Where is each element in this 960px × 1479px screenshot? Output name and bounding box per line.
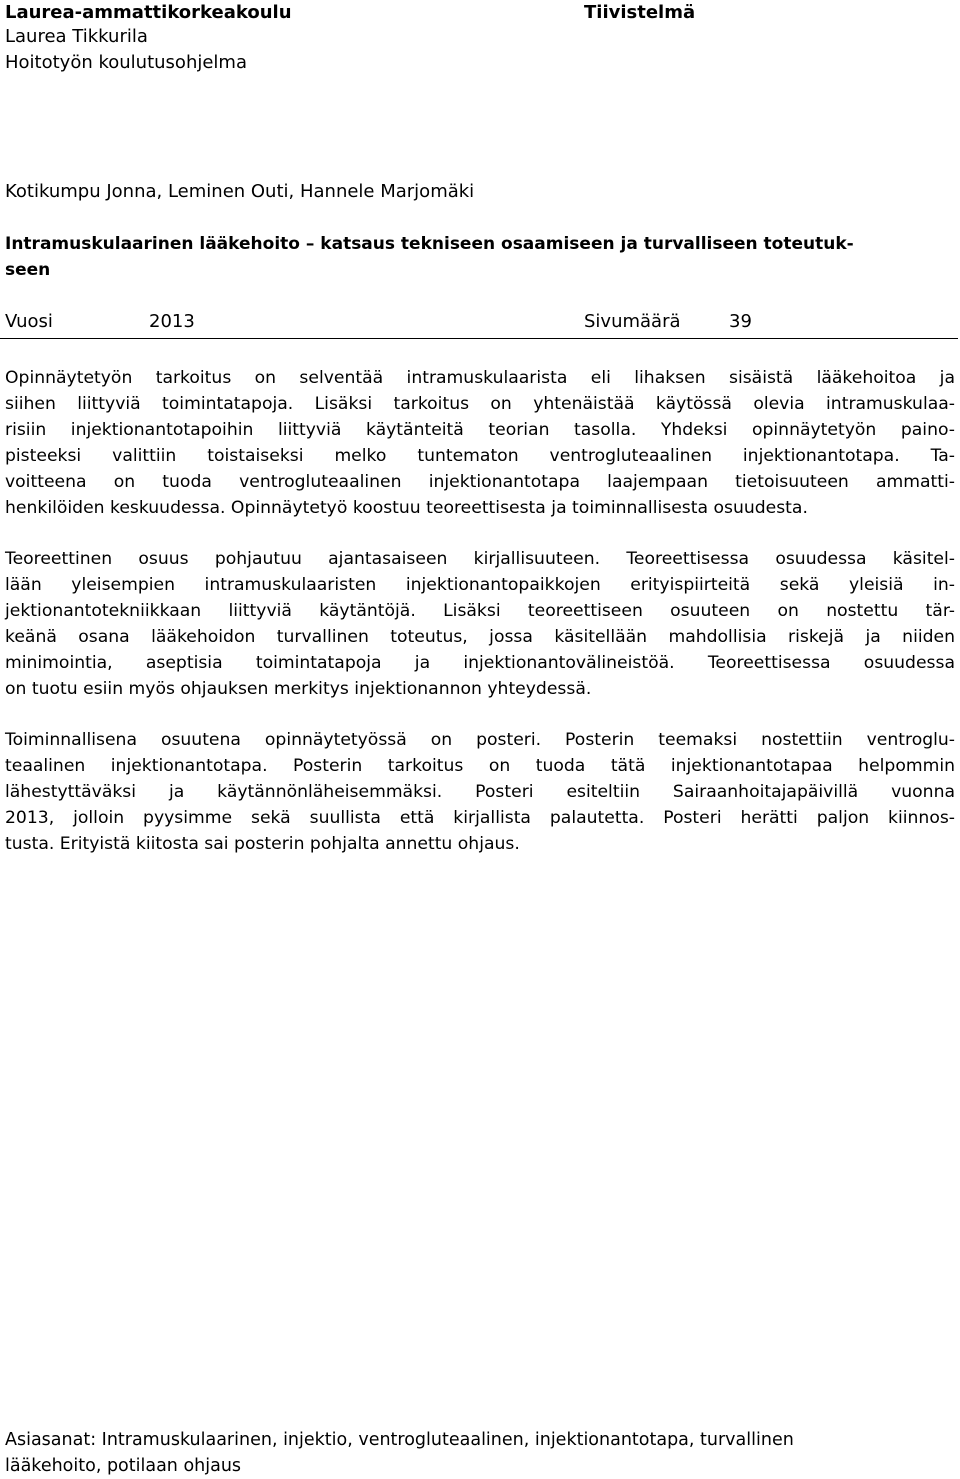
paragraph-line: lään yleisempien intramuskulaaristen injektionantopaikkojen erityispiirteitä sekä yleisiä in- xyxy=(5,575,955,595)
program-name: Hoitotyön koulutusohjelma xyxy=(5,52,247,73)
divider-line xyxy=(0,338,958,339)
paragraph-line: risiin injektionantotapoihin liittyviä käytänteitä teorian tasolla. Yhdeksi opinnäytetyön paino- xyxy=(5,420,955,440)
pages-label: Sivumäärä xyxy=(584,311,681,332)
paragraph-line: tusta. Erityistä kiitosta sai posterin pohjalta annettu ohjaus. xyxy=(5,834,520,854)
pages-value: 39 xyxy=(729,311,752,332)
paragraph-line: on tuotu esiin myös ohjauksen merkitys injektionannon yhteydessä. xyxy=(5,679,592,699)
paragraph-line: 2013, jolloin pyysimme sekä suullista että kirjallista palautetta. Posteri herätti paljon kiinnos- xyxy=(5,808,955,828)
paragraph-line: pisteeksi valittiin toistaiseksi melko tuntematon ventrogluteaalinen injektionantotapa. Ta- xyxy=(5,446,955,466)
campus-name: Laurea Tikkurila xyxy=(5,26,148,47)
paragraph-line: siihen liittyviä toimintatapoja. Lisäksi tarkoitus on yhtenäistää käytössä olevia intramuskulaa- xyxy=(5,394,955,414)
thesis-title-line: seen xyxy=(5,260,51,280)
document-type: Tiivistelmä xyxy=(584,2,696,23)
keywords-line: lääkehoito, potilaan ohjaus xyxy=(5,1456,242,1476)
paragraph-line: teaalinen injektionantotapa. Posterin tarkoitus on tuoda tätä injektionantotapaa helpommin xyxy=(5,756,955,776)
paragraph-line: Opinnäytetyön tarkoitus on selventää intramuskulaarista eli lihaksen sisäistä lääkehoitoa ja xyxy=(5,368,955,388)
institution-name: Laurea-ammattikorkeakoulu xyxy=(5,2,292,23)
thesis-title-line: Intramuskulaarinen lääkehoito – katsaus tekniseen osaamiseen ja turvalliseen toteutuk- xyxy=(5,234,854,254)
paragraph-line: voitteena on tuoda ventrogluteaalinen injektionantotapa laajempaan tietoisuuteen ammatti- xyxy=(5,472,955,492)
authors: Kotikumpu Jonna, Leminen Outi, Hannele Marjomäki xyxy=(5,181,475,202)
year-value: 2013 xyxy=(149,311,195,332)
paragraph-line: minimointia, aseptisia toimintatapoja ja injektionantovälineistöä. Teoreettisessa osuudessa xyxy=(5,653,955,673)
paragraph-line: henkilöiden keskuudessa. Opinnäytetyö koostuu teoreettisesta ja toiminnallisesta osuudesta. xyxy=(5,498,808,518)
paragraph-line: keänä osana lääkehoidon turvallinen toteutus, jossa käsitellään mahdollisia riskejä ja niiden xyxy=(5,627,955,647)
keywords-line: Asiasanat: Intramuskulaarinen, injektio, ventrogluteaalinen, injektionantotapa, turvallinen xyxy=(5,1430,794,1450)
year-label: Vuosi xyxy=(5,311,53,332)
paragraph-line: Teoreettinen osuus pohjautuu ajantasaiseen kirjallisuuteen. Teoreettisessa osuudessa käsitel- xyxy=(5,549,955,569)
paragraph-line: Toiminnallisena osuutena opinnäytetyössä on posteri. Posterin teemaksi nostettiin ventroglu- xyxy=(5,730,955,750)
paragraph-line: jektionantotekniikkaan liittyviä käytäntöjä. Lisäksi teoreettiseen osuuteen on nostettu tär- xyxy=(5,601,955,621)
paragraph-line: lähestyttäväksi ja käytännönläheisemmäksi. Posteri esiteltiin Sairaanhoitajapäivillä vuonna xyxy=(5,782,955,802)
